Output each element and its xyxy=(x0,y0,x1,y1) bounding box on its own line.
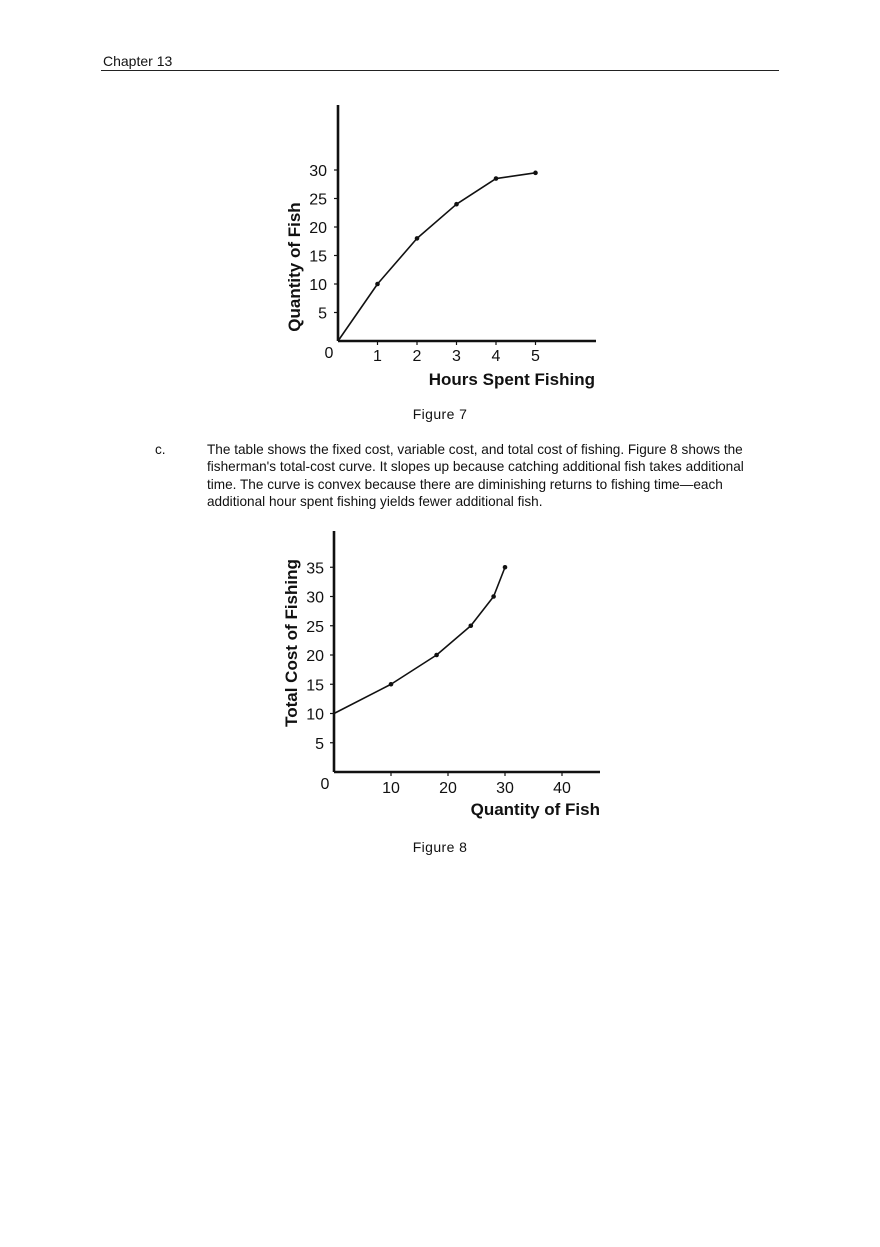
data-point xyxy=(375,282,380,287)
y-tick-label: 10 xyxy=(306,706,324,724)
paragraph-c xyxy=(155,441,765,511)
data-point xyxy=(469,623,474,628)
y-tick-label: 15 xyxy=(309,248,327,266)
y-tick-label: 20 xyxy=(309,220,327,237)
y-tick-label: 30 xyxy=(309,163,327,180)
data-point xyxy=(494,176,499,181)
figure-7-svg xyxy=(272,95,612,395)
y-tick-label: 5 xyxy=(318,305,327,323)
y-tick-label: 35 xyxy=(306,560,324,578)
paragraph-label: c. xyxy=(155,442,166,457)
x-axis-label: Quantity of Fish xyxy=(470,800,600,819)
data-point xyxy=(389,682,394,687)
x-tick-label: 20 xyxy=(439,780,457,797)
y-axis-label: Quantity of Fish xyxy=(285,202,304,332)
y-axis-label: Total Cost of Fishing xyxy=(282,559,301,727)
y-tick-label: 15 xyxy=(306,677,324,695)
x-tick-label: 1 xyxy=(373,348,382,365)
figure-8-caption: Figure 8 xyxy=(412,839,468,855)
paragraph-text: The table shows the fixed cost, variable cost, and total cost of fishing. Figure 8 shows the fisherman's total-cost curve. It slopes up because catching additional fish takes additional time. The curve is convex because there are diminishing returns to fishing time—each additional hour spent fishing yields fewer additional fish. xyxy=(207,442,744,510)
x-tick-label: 4 xyxy=(491,348,501,365)
data-point xyxy=(503,565,508,570)
x-tick-label: 3 xyxy=(452,348,461,365)
x-tick-label: 10 xyxy=(382,780,400,797)
x-tick-label: 30 xyxy=(496,780,514,797)
figure-8-svg xyxy=(272,525,612,825)
series-line xyxy=(334,567,505,713)
y-tick-label: 5 xyxy=(315,735,324,753)
y-tick-label: 25 xyxy=(309,191,327,209)
data-point xyxy=(491,594,496,599)
origin-label: 0 xyxy=(320,776,330,793)
data-point xyxy=(415,236,420,241)
figure-7-chart xyxy=(272,95,612,395)
series-line xyxy=(338,173,536,341)
x-tick-label: 40 xyxy=(553,780,571,797)
x-tick-label: 5 xyxy=(531,348,540,365)
x-axis-label: Hours Spent Fishing xyxy=(428,370,595,389)
origin-label: 0 xyxy=(324,345,334,362)
figure-8-chart xyxy=(272,525,612,825)
data-point xyxy=(434,653,439,658)
header-divider xyxy=(101,70,779,71)
data-point xyxy=(533,171,538,176)
y-tick-label: 10 xyxy=(309,277,327,294)
x-tick-label: 2 xyxy=(412,348,422,365)
chapter-title: Chapter 13 xyxy=(103,53,173,69)
figure-7-caption: Figure 7 xyxy=(412,406,468,422)
y-tick-label: 20 xyxy=(306,648,324,665)
y-tick-label: 25 xyxy=(306,618,324,636)
y-tick-label: 30 xyxy=(306,589,324,607)
data-point xyxy=(454,202,459,207)
